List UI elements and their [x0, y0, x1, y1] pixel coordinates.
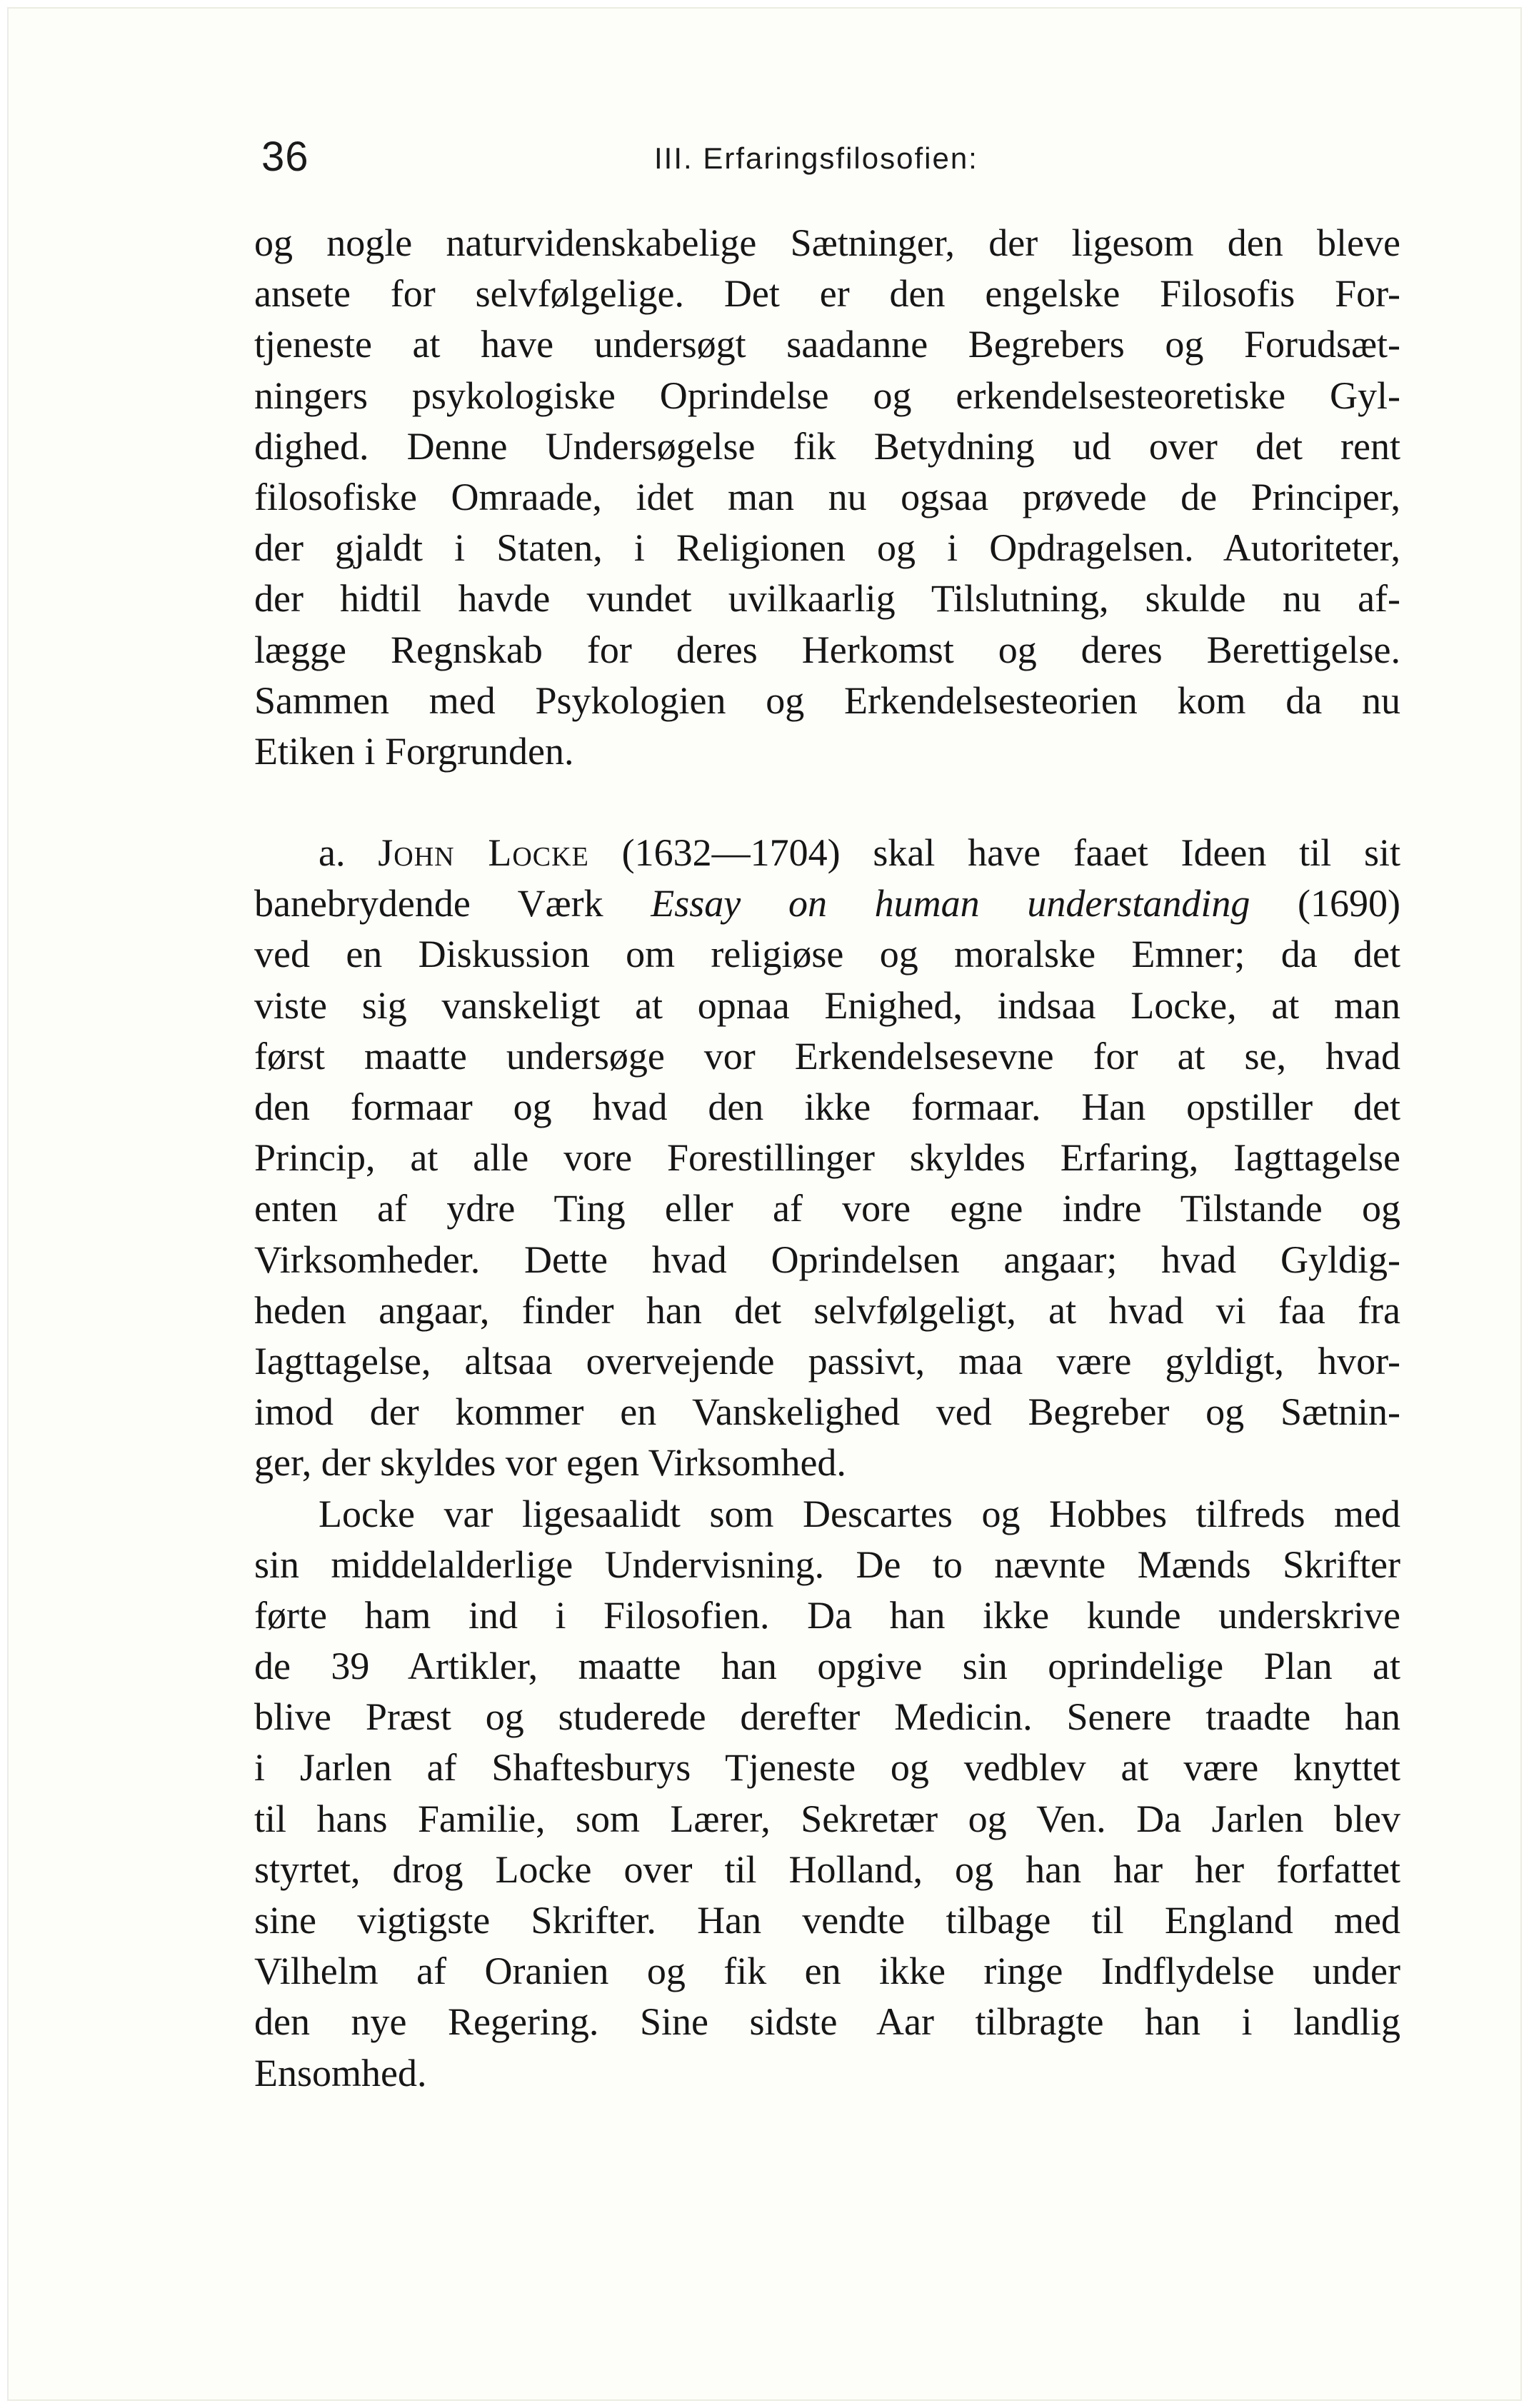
- page-number: 36: [261, 134, 309, 180]
- text-line: imod der kommer en Vanskelighed ved Begreber og Sætnin-: [254, 1390, 1400, 1434]
- text-line: den nye Regering. Sine sidste Aar tilbragte han i landlig: [254, 2000, 1400, 2044]
- text-line: i Jarlen af Shaftesburys Tjeneste og vedblev at være knyttet: [254, 1746, 1400, 1790]
- text-line: sin middelalderlige Undervisning. De to nævnte Mænds Skrifter: [254, 1542, 1400, 1586]
- text-line: [254, 878, 1400, 929]
- text-line: enten af ydre Ting eller af vore egne indre Tilstande og: [254, 1187, 1400, 1230]
- text-line: de 39 Artikler, maatte han opgive sin oprindelige Plan at: [254, 1645, 1400, 1688]
- paragraph-1: [254, 218, 1400, 777]
- text-line: der gjaldt i Staten, i Religionen og i Opdragelsen. Autoriteter,: [254, 526, 1400, 570]
- text-line: viste sig vanskeligt at opnaa Enighed, indsaa Locke, at man: [254, 983, 1400, 1027]
- text-line: Ensomhed.: [254, 2051, 427, 2095]
- work-title: Essay on human understanding: [651, 882, 1250, 925]
- text-line: heden angaar, finder han det selvfølgeligt, at hvad vi faa fra: [254, 1288, 1400, 1332]
- section-label: a.: [319, 831, 379, 875]
- text-line: Vilhelm af Oranien og fik en ikke ringe Indflydelse under: [254, 1950, 1400, 1993]
- text-line: lægge Regnskab for deres Herkomst og deres Berettigelse.: [254, 628, 1400, 671]
- text-line: tjeneste at have undersøgt saadanne Begrebers og Forudsæt-: [254, 323, 1400, 366]
- paragraph-spacer: [254, 777, 1400, 828]
- text-line: Iagttagelse, altsaa overvejende passivt, maa være gyldigt, hvor-: [254, 1339, 1400, 1383]
- page-header: [261, 133, 1408, 190]
- text-line: styrtet, drog Locke over til Holland, og han har her forfattet: [254, 1847, 1400, 1891]
- text-line: Sammen med Psykologien og Erkendelsesteorien kom da nu: [254, 678, 1400, 722]
- text-line: dighed. Denne Undersøgelse fik Betydning ud over det rent: [254, 424, 1400, 468]
- text-line: til hans Familie, som Lærer, Sekretær og Ven. Da Jarlen blev: [254, 1797, 1400, 1840]
- text-line: først maatte undersøge vor Erkendelsesevne for at se, hvad: [254, 1034, 1400, 1078]
- paragraph-3: [254, 1489, 1400, 2099]
- text-line: Etiken i Forgrunden.: [254, 729, 574, 773]
- text-line: ansete for selvfølgelige. Det er den engelske Filosofis For-: [254, 272, 1400, 316]
- text-line: [254, 828, 1400, 878]
- text-line: førte ham ind i Filosofien. Da han ikke kunde underskrive: [254, 1593, 1400, 1637]
- text-line: ningers psykologiske Oprindelse og erkendelsesteoretiske Gyl-: [254, 373, 1400, 417]
- text-line: filosofiske Omraade, idet man nu ogsaa prøvede de Principer,: [254, 475, 1400, 518]
- text-fragment: (1632—1704) skal have faaet Ideen til sit: [588, 831, 1400, 875]
- paragraph-2: [254, 828, 1400, 1488]
- text-line: Princip, at alle vore Forestillinger skyldes Erfaring, Iagttagelse: [254, 1136, 1400, 1180]
- text-line: sine vigtigste Skrifter. Han vendte tilbage til England med: [254, 1899, 1400, 1942]
- text-line: den formaar og hvad den ikke formaar. Han opstiller det: [254, 1085, 1400, 1128]
- text-fragment: banebrydende Værk: [254, 882, 651, 925]
- text-line: ger, der skyldes vor egen Virksomhed.: [254, 1441, 846, 1485]
- text-fragment: (1690): [1250, 882, 1401, 925]
- text-line: og nogle naturvidenskabelige Sætninger, der ligesom den bleve: [254, 221, 1400, 264]
- author-name: John Locke: [378, 831, 589, 875]
- text-line: blive Præst og studerede derefter Medicin. Senere traadte han: [254, 1695, 1400, 1739]
- text-line: der hidtil havde vundet uvilkaarlig Tilslutning, skulde nu af-: [254, 577, 1400, 621]
- text-line: ved en Diskussion om religiøse og moralske Emner; da det: [254, 933, 1400, 976]
- body-text: [254, 218, 1400, 2099]
- text-line: Locke var ligesaalidt som Descartes og Hobbes tilfreds med: [319, 1492, 1400, 1535]
- running-head: III. Erfaringsfilosofien:: [654, 141, 978, 175]
- text-line: Virksomheder. Dette hvad Oprindelsen angaar; hvad Gyldig-: [254, 1238, 1400, 1281]
